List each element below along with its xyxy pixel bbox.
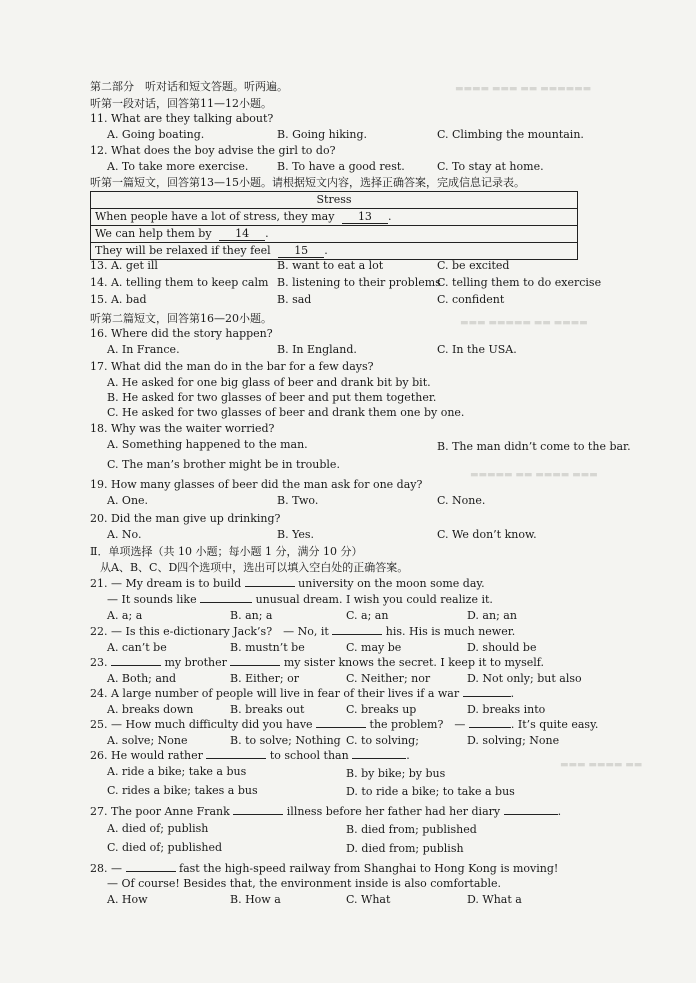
q18-option-a[interactable]: A. Something happened to the man.	[107, 438, 308, 451]
table-title: Stress	[91, 192, 577, 209]
q25-stem	[90, 718, 598, 731]
q26-option-d[interactable]: D. to ride a bike; to take a bus	[346, 785, 515, 798]
q16-option-b[interactable]: B. In England.	[277, 343, 357, 356]
stem-text: university on the moon some day.	[298, 577, 485, 590]
table-row	[91, 243, 577, 260]
stem-text: my sister knows the secret. I keep it to myself.	[283, 656, 544, 669]
q13-option-a[interactable]: 13. A. get ill	[90, 259, 158, 272]
part2-heading: 第二部分 听对话和短文答题。听两遍。	[90, 80, 288, 93]
stem-text: 25. — How much difficulty did you have	[90, 718, 313, 731]
table-row	[91, 226, 577, 243]
section2-instruction: 从A、B、C、D四个选项中，选出可以填入空白处的正确答案。	[100, 561, 409, 574]
row-text: When people have a lot of stress, they may	[95, 210, 335, 223]
q27-stem	[90, 805, 561, 818]
passage2-instruction: 听第二篇短文，回答第16—20小题。	[90, 312, 272, 325]
q21-option-b[interactable]: B. an; a	[230, 609, 273, 622]
q28-option-d[interactable]: D. What a	[467, 893, 522, 906]
answer-blank[interactable]	[463, 696, 511, 697]
q16-option-c[interactable]: C. In the USA.	[437, 343, 517, 356]
table-row	[91, 209, 577, 226]
answer-blank[interactable]: 14	[219, 228, 265, 241]
q17-option-a[interactable]: A. He asked for one big glass of beer and drank bit by bit.	[107, 376, 431, 389]
answer-blank[interactable]	[206, 758, 266, 759]
show-through-text: ▬▬▬ ▬▬▬▬ ▬▬	[560, 760, 643, 770]
stem-text: 26. He would rather	[90, 749, 203, 762]
q22-option-c[interactable]: C. may be	[346, 641, 402, 654]
stem-text: his. His is much newer.	[385, 625, 516, 638]
q19-option-c[interactable]: C. None.	[437, 494, 486, 507]
q12-stem: 12. What does the boy advise the girl to do?	[90, 144, 336, 157]
answer-blank[interactable]	[469, 727, 511, 728]
stem-text: 22. — Is this e-dictionary Jack’s? — No, it	[90, 625, 329, 638]
q16-stem: 16. Where did the story happen?	[90, 327, 273, 340]
q14-option-b[interactable]: B. listening to their problems	[277, 276, 441, 289]
q12-option-a[interactable]: A. To take more exercise.	[107, 160, 249, 173]
q22-option-b[interactable]: B. mustn’t be	[230, 641, 305, 654]
q26-stem	[90, 749, 410, 762]
q24-option-a[interactable]: A. breaks down	[107, 703, 194, 716]
q11-option-b[interactable]: B. Going hiking.	[277, 128, 368, 141]
q25-option-c[interactable]: C. to solving;	[346, 734, 419, 747]
show-through-text: ▬▬▬ ▬▬▬▬▬ ▬▬ ▬▬▬▬	[460, 318, 588, 328]
answer-blank[interactable]	[111, 665, 161, 666]
q26-option-c[interactable]: C. rides a bike; takes a bus	[107, 784, 258, 797]
answer-blank[interactable]	[230, 665, 280, 666]
stem-text: to school than	[269, 749, 349, 762]
row-text: We can help them by	[95, 227, 212, 240]
stem-text: .	[406, 749, 410, 762]
stem-text: fast the high-speed railway from Shanghai to Hong Kong is moving!	[179, 862, 559, 875]
q26-option-a[interactable]: A. ride a bike; take a bus	[107, 765, 247, 778]
stem-text: unusual dream. I wish you could realize it.	[255, 593, 493, 606]
q14-option-a[interactable]: 14. A. telling them to keep calm	[90, 276, 269, 289]
q21-reply	[107, 593, 493, 606]
q11-stem: 11. What are they talking about?	[90, 112, 274, 125]
q20-stem: 20. Did the man give up drinking?	[90, 512, 281, 525]
q12-option-c[interactable]: C. To stay at home.	[437, 160, 544, 173]
answer-blank[interactable]: 13	[342, 211, 388, 224]
q14-option-c[interactable]: C. telling them to do exercise	[437, 276, 602, 289]
stem-text: .	[557, 805, 562, 818]
answer-blank[interactable]	[316, 727, 366, 728]
row-end: .	[265, 227, 269, 240]
stem-text: 23.	[90, 656, 108, 669]
q15-option-b[interactable]: B. sad	[277, 293, 312, 306]
stem-text: 27. The poor Anne Frank	[90, 805, 230, 818]
show-through-text: ▬▬▬▬ ▬▬▬ ▬▬ ▬▬▬▬▬▬	[455, 84, 592, 94]
q23-option-a[interactable]: A. Both; and	[107, 672, 177, 685]
q17-option-c[interactable]: C. He asked for two glasses of beer and drank them one by one.	[107, 406, 465, 419]
q23-option-c[interactable]: C. Neither; nor	[346, 672, 431, 685]
q28-option-a[interactable]: A. How	[107, 893, 148, 906]
q21-option-c[interactable]: C. a; an	[346, 609, 389, 622]
q28-reply: — Of course! Besides that, the environment inside is also comfortable.	[107, 877, 501, 890]
q24-stem	[90, 687, 514, 700]
stem-text: 21. — My dream is to build	[90, 577, 242, 590]
stem-text: 24. A large number of people will live in fear of their lives if a war	[90, 687, 460, 700]
q19-option-a[interactable]: A. One.	[107, 494, 149, 507]
q11-option-a[interactable]: A. Going boating.	[107, 128, 205, 141]
q24-option-b[interactable]: B. breaks out	[230, 703, 305, 716]
q28-stem	[90, 862, 558, 875]
stem-text: . It’s quite easy.	[510, 718, 599, 731]
answer-blank[interactable]: 15	[278, 245, 324, 258]
q13-option-b[interactable]: B. want to eat a lot	[277, 259, 384, 272]
stem-text: the problem? —	[369, 718, 466, 731]
q11-option-c[interactable]: C. Climbing the mountain.	[437, 128, 584, 141]
answer-blank[interactable]	[504, 814, 558, 815]
q20-option-b[interactable]: B. Yes.	[277, 528, 315, 541]
q12-option-b[interactable]: B. To have a good rest.	[277, 160, 405, 173]
answer-blank[interactable]	[126, 871, 176, 872]
q28-option-b[interactable]: B. How a	[230, 893, 281, 906]
q17-option-b[interactable]: B. He asked for two glasses of beer and put them together.	[107, 391, 437, 404]
row-end: .	[324, 244, 328, 257]
stress-record-table	[90, 191, 578, 260]
q21-option-a[interactable]: A. a; a	[107, 609, 143, 622]
section2-heading: Ⅱ．单项选择（共 10 小题；每小题 1 分，满分 10 分）	[90, 545, 363, 558]
answer-blank[interactable]	[200, 602, 252, 603]
answer-blank[interactable]	[332, 634, 382, 635]
q17-stem: 17. What did the man do in the bar for a few days?	[90, 360, 374, 373]
q27-option-c[interactable]: C. died of; published	[107, 841, 223, 854]
q21-option-d[interactable]: D. an; an	[467, 609, 517, 622]
row-end: .	[387, 210, 392, 223]
q15-option-c[interactable]: C. confident	[437, 293, 505, 306]
q23-stem	[90, 656, 544, 669]
q19-option-b[interactable]: B. Two.	[277, 494, 319, 507]
q22-stem	[90, 625, 515, 638]
q21-stem	[90, 577, 485, 590]
show-through-text: ▬▬▬▬▬ ▬▬ ▬▬▬▬ ▬▬▬	[470, 470, 598, 480]
q22-option-a[interactable]: A. can’t be	[107, 641, 167, 654]
q27-option-d[interactable]: D. died from; publish	[346, 842, 464, 855]
q23-option-d[interactable]: D. Not only; but also	[467, 672, 582, 685]
q25-option-d[interactable]: D. solving; None	[467, 734, 560, 747]
q15-option-a[interactable]: 15. A. bad	[90, 293, 147, 306]
q27-option-b[interactable]: B. died from; published	[346, 823, 477, 836]
q26-option-b[interactable]: B. by bike; by bus	[346, 767, 446, 780]
answer-blank[interactable]	[352, 758, 406, 759]
q18-stem: 18. Why was the waiter worried?	[90, 422, 275, 435]
q20-option-c[interactable]: C. We don’t know.	[437, 528, 537, 541]
q27-option-a[interactable]: A. died of; publish	[107, 822, 209, 835]
stem-text: .	[510, 687, 515, 700]
answer-blank[interactable]	[233, 814, 283, 815]
q25-option-a[interactable]: A. solve; None	[107, 734, 188, 747]
q24-option-c[interactable]: C. breaks up	[346, 703, 417, 716]
q25-option-b[interactable]: B. to solve; Nothing	[230, 734, 341, 747]
q13-option-c[interactable]: C. be excited	[437, 259, 510, 272]
q16-option-a[interactable]: A. In France.	[107, 343, 180, 356]
q18-option-b[interactable]: B. The man didn’t come to the bar.	[437, 440, 631, 453]
stem-text: — It sounds like	[107, 593, 197, 606]
passage1-instruction: 听第一篇短文，回答第13—15小题。请根据短文内容，选择正确答案，完成信息记录表。	[90, 176, 525, 189]
q28-option-c[interactable]: C. What	[346, 893, 391, 906]
stem-text: 28. —	[90, 862, 122, 875]
q23-option-b[interactable]: B. Either; or	[230, 672, 299, 685]
q19-stem: 19. How many glasses of beer did the man ask for one day?	[90, 478, 423, 491]
row-text: They will be relaxed if they feel	[95, 244, 271, 257]
q22-option-d[interactable]: D. should be	[467, 641, 537, 654]
stem-text: my brother	[164, 656, 227, 669]
q24-option-d[interactable]: D. breaks into	[467, 703, 546, 716]
dialog1-instruction: 听第一段对话，回答第11—12小题。	[90, 97, 272, 110]
answer-blank[interactable]	[245, 586, 295, 587]
q20-option-a[interactable]: A. No.	[107, 528, 142, 541]
stem-text: illness before her father had her diary	[286, 805, 501, 818]
q18-option-c[interactable]: C. The man’s brother might be in trouble.	[107, 458, 340, 471]
